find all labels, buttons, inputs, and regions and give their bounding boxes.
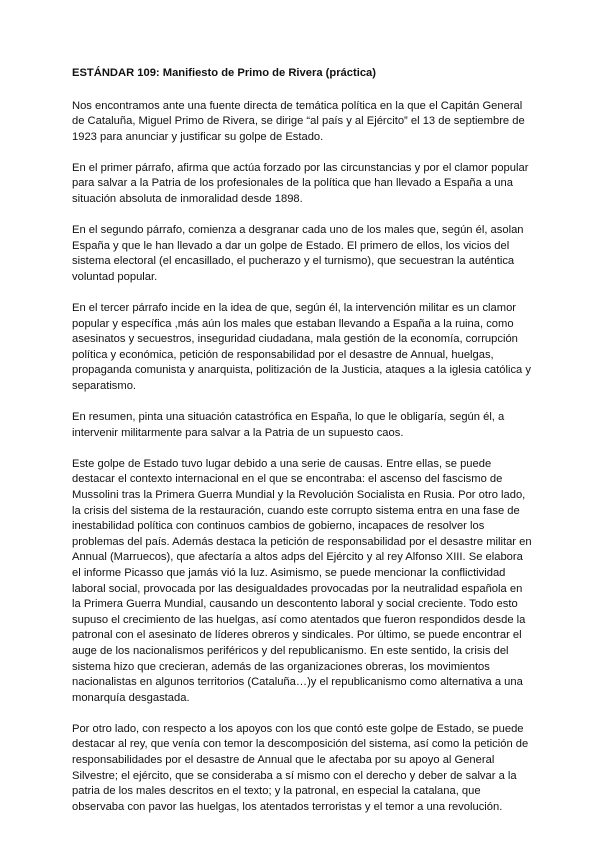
paragraph-summary: En resumen, pinta una situación catastrófica en España, lo que le obligaría, según él, a intervenir militarmente para salvar a la Patria de un supuesto caos. [72, 411, 505, 439]
paragraph-causes: Este golpe de Estado tuvo lugar debido a una serie de causas. Entre ellas, se puede destacar el contexto internacional en el que se encontraba: el ascenso del fascismo de Mussolini tras la Primera Guerra Mundial y la Revolución Socialista en Rusia. Por otro lado, la crisis del sistema de la restauración, cuando este corrupto sistema entra en una fase de inestabilidad política con continuos cambios de gobierno, incapaces de resolver los problemas del país. Además destaca la petición de responsabilidad por el desastre militar en Annual (Marruecos), que afectaría a altos adps del Ejército y al rey Alfonso XIII. Se elabora el informe Picasso que jamás vió la luz. Asimismo, se puede mencionar la conflictividad laboral social, provocada por las desigualdades provocadas por la neutralidad española en la Primera Guerra Mundial, causando un descontento laboral y social creciente. Todo esto supuso el crecimiento de las huelgas, así como atentados que fueron respondidos desde la patronal con el asesinato de líderes obreros y sindicales. Por último, se puede encontrar el auge de los nacionalismos periféricos y del republicanismo. En este sentido, la crisis del sistema hizo que crecieran, además de las organizaciones obreras, los movimientos nacionalistas en algunos territorios (Cataluña…)y el republicanismo como alternativa a una monarquía desgastada. [72, 457, 532, 704]
paragraph-intro: Nos encontramos ante una fuente directa de temática política en la que el Capitán General de Cataluña, Miguel Primo de Rivera, se dirige “al país y al Ejército” el 13 de septiembre de 1923 para anunciar y justificar su golpe de Estado. [72, 99, 525, 143]
document-title: ESTÁNDAR 109: Manifiesto de Primo de Rivera (práctica) [72, 67, 377, 79]
document-page [72, 66, 532, 831]
paragraph-first: En el primer párrafo, afirma que actúa forzado por las circunstancias y por el clamor popular para salvar a la Patria de los profesionales de la política que han llevado a España a una situación absoluta de inmoralidad desde 1898. [72, 161, 529, 206]
paragraph-second: En el segundo párrafo, comienza a desgranar cada uno de los males que, según él, asolan España y que le han llevado a dar un golpe de Estado. El primero de ellos, los vicios del sistema electoral (el encasillado, el pucherazo y el turnismo), que secuestran la auténtica voluntad popular. [72, 224, 524, 283]
paragraph-third: En el tercer párrafo incide en la idea de que, según él, la intervención militar es un clamor popular y específica ,más aún los males que estaban llevando a España a la ruina, como asesinatos y secuestros, inseguridad ciudadana, mala gestión de la economía, corrupción política y económica, petición de responsabilidad por el desastre de Annual, huelgas, propaganda comunista y anarquista, politización de la Justicia, ataques a la iglesia católica y separatismo. [72, 302, 531, 392]
paragraph-supports: Por otro lado, con respecto a los apoyos con los que contó este golpe de Estado, se puede destacar al rey, que venía con temor la descomposición del sistema, así como la petición de responsabilidades por el desastre de Annual que le afectaba por su apoyo al General Silvestre; el ejército, que se consideraba a sí mismo con el derecho y deber de salvar a la patria de los males descritos en el texto; y la patronal, en especial la catalana, que observaba con pavor las huelgas, los atentados terroristas y el temor a una revolución. [72, 722, 529, 813]
